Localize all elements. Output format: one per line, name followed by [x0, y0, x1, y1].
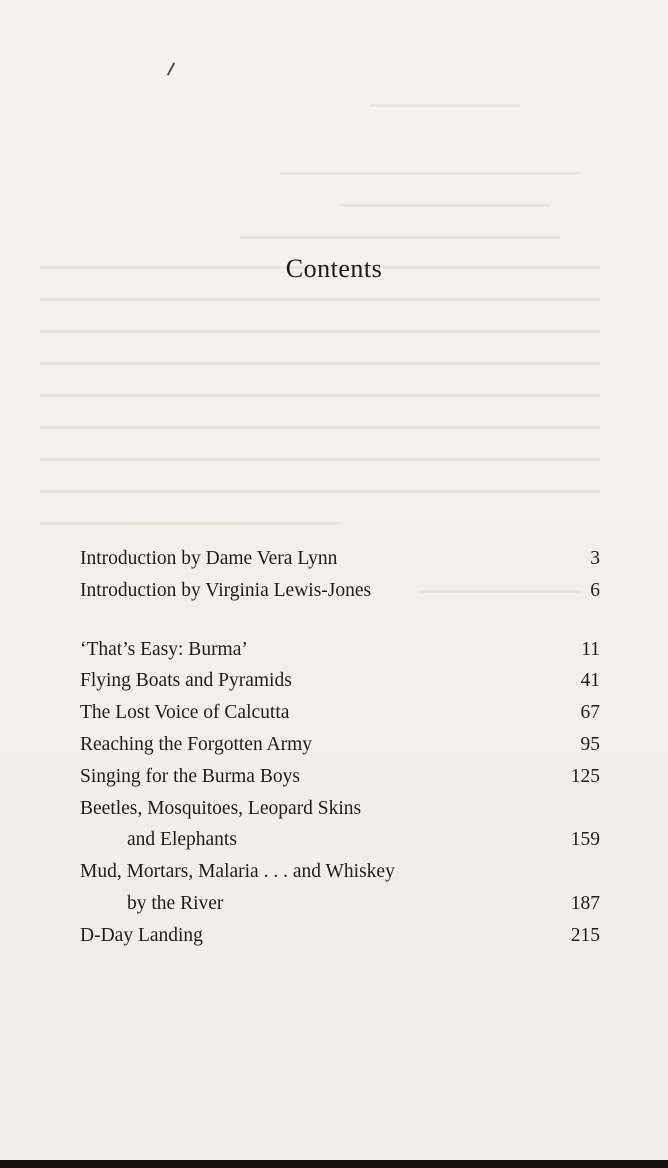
toc-entry-title: Introduction by Virginia Lewis-Jones [80, 579, 372, 601]
toc-entry-title: Mud, Mortars, Malaria . . . and Whiskey [80, 861, 395, 883]
toc-entry-page: 95 [580, 733, 600, 755]
toc-entry-first-line [80, 793, 600, 825]
toc-entry-title: Reaching the Forgotten Army [80, 733, 312, 755]
toc-entry-page: 215 [570, 924, 600, 946]
show-through-text [40, 80, 640, 600]
toc-entry [80, 920, 600, 952]
toc-entry-continuation [80, 888, 600, 920]
toc-entry [80, 761, 600, 793]
toc-entry-title: Beetles, Mosquitoes, Leopard Skins [80, 797, 362, 819]
toc-entry-title: ‘That’s Easy: Burma’ [80, 638, 248, 660]
section-gap [80, 607, 600, 634]
toc-entry-title: D-Day Landing [80, 924, 203, 946]
toc-entry-page: 125 [570, 765, 600, 787]
toc-entry-page: 3 [590, 548, 600, 569]
toc-entry-first-line [80, 856, 600, 888]
toc-entry-title: Introduction by Dame Vera Lynn [80, 548, 338, 569]
toc-entry [80, 665, 600, 697]
paper-mark [167, 62, 175, 75]
page-bottom-edge [0, 1160, 668, 1168]
toc-entry-title: Singing for the Burma Boys [80, 765, 300, 787]
toc-entry-title-continued: by the River [127, 892, 224, 914]
toc-entry-page: 41 [580, 670, 600, 692]
toc-entry-page: 67 [580, 702, 600, 724]
toc-entry-title-continued: and Elephants [127, 829, 237, 851]
toc-entry [80, 543, 600, 575]
toc-entry-page: 159 [570, 829, 600, 851]
toc-entry-title: Flying Boats and Pyramids [80, 670, 292, 692]
toc-entry [80, 634, 600, 666]
page-title: Contents [285, 254, 383, 283]
toc-entry-page: 11 [581, 638, 600, 660]
toc-entry [80, 575, 600, 607]
toc-entry [80, 697, 600, 729]
toc-entry-page: 187 [570, 892, 600, 914]
toc-entry-page: 6 [590, 579, 600, 601]
table-of-contents [80, 543, 600, 952]
toc-entry-title: The Lost Voice of Calcutta [80, 702, 290, 724]
toc-entry-continuation [80, 824, 600, 856]
toc-entry [80, 729, 600, 761]
